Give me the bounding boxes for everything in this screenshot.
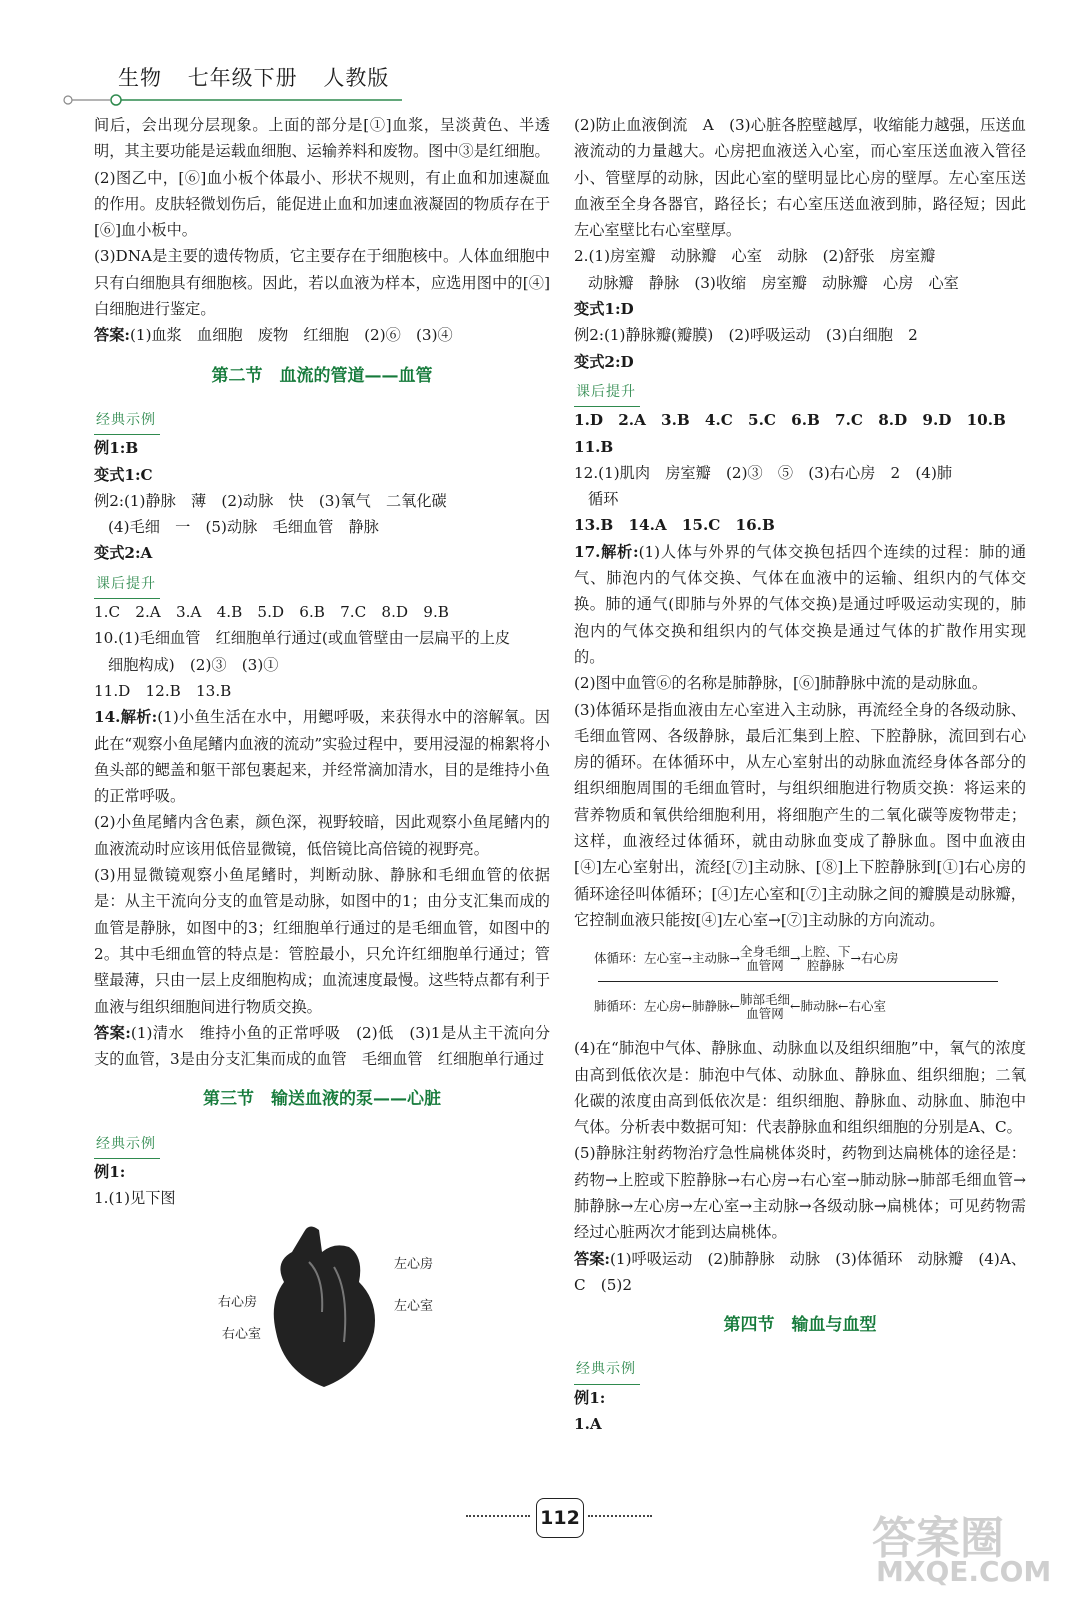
answer-line: 1.A [574, 1415, 602, 1434]
flow-node-line: 全身毛细 [740, 944, 791, 960]
header-grade: 七年级下册 [187, 66, 298, 90]
flow-node: 肺动脉 [800, 998, 839, 1014]
flow-node-line: 血管网 [746, 1006, 784, 1022]
tag-label: 课后提升 [574, 379, 640, 407]
answer-line: 例2:(1)静脉 薄 (2)动脉 快 (3)氧气 二氧化碳 [94, 491, 447, 510]
page-number: 112 [536, 1498, 584, 1538]
footer-dots [466, 1515, 530, 1517]
right-column [574, 112, 1026, 1437]
answer-text: (1)血浆 血细胞 废物 红细胞 (2)⑥ (3)④ [129, 326, 453, 345]
heart-label-la: 左心房 [394, 1256, 434, 1272]
flow-node-line: 血管网 [746, 958, 784, 974]
answer-line [94, 1020, 550, 1073]
answer-line: 循环 [588, 490, 619, 509]
flow-row-systemic: 体循环：左心室→主动脉→全身毛细 血管网 →上腔、下 腔静脉 →右心房 [594, 944, 899, 974]
answer-line: 例1:B [94, 439, 139, 458]
answer-line: 变式2:A [94, 544, 153, 563]
flow-node: 右心房 [861, 950, 899, 966]
flow-node [740, 945, 790, 973]
flow-node [740, 993, 790, 1021]
header-rule-icon [62, 94, 402, 106]
flow-node [801, 945, 851, 973]
section-title: 第二节 血流的管道——血管 [211, 365, 433, 386]
answer-line: 11.D 12.B 13.B [94, 681, 232, 700]
answer-text: (1)清水 维持小鱼的正常呼吸 (2)低 (3)1是从主干流向分支的血管，3是由分支汇集而成的血管 毛细血管 红细胞单行通过 [94, 1023, 551, 1069]
answer-line: 1.C 2.A 3.A 4.B 5.D 6.B 7.C 8.D 9.B [94, 603, 449, 622]
running-header [118, 62, 407, 92]
section-title: 第四节 输血与血型 [723, 1315, 877, 1336]
paragraph: (5)静脉注射药物治疗急性扁桃体炎时，药物到达扁桃体的途径是：药物→上腔或下腔静脉→右心房→右心室→肺动脉→肺部毛细血管→肺静脉→左心房→左心室→主动脉→各级动脉→扁桃体；可见药物需经过心脏两次才能到达扁桃体。 [574, 1144, 1026, 1242]
flow-row-pulmonary: 肺循环：左心房←肺静脉←肺部毛细 血管网 ←肺动脉←右心室 [594, 992, 887, 1022]
answer-text: (1)呼吸运动 (2)肺静脉 动脉 (3)体循环 动脉瓣 (4)A、C (5)2 [574, 1249, 1027, 1294]
answer-line: 细胞构成) (2)③ (3)① [108, 655, 279, 674]
answer-line: 12.(1)肌肉 房室瓣 (2)③ ⑤ (3)右心房 2 (4)肺 [574, 463, 953, 482]
flow-node: 主动脉 [692, 950, 730, 966]
paragraph: (3)用显微镜观察小鱼尾鳍时，判断动脉、静脉和毛细血管的依据是：从主干流向分支的血管是动脉，如图中的1；由分支汇集而成的血管是静脉，如图中的3；红细胞单行通过的是毛细血管，如图中的2。其中毛细血管的特点是：管腔最小，只允许红细胞单行通过；管壁最薄，只由一层上皮细胞构成；血流速度最慢。这些特点都有利于血液与组织细胞间进行物质交换。 [94, 866, 550, 1016]
paragraph: (2)小鱼尾鳍内含色素，颜色深，视野较暗，因此观察小鱼尾鳍内的血液流动时应该用低倍显微镜，低倍镜比高倍镜的视野亮。 [94, 813, 550, 858]
flow-node-line: 上腔、下 [800, 944, 851, 960]
answer-line: 1.D 2.A 3.B 4.C 5.C 6.B 7.C 8.D 9.D 10.B [574, 411, 1006, 430]
answer-line: 2.(1)房室瓣 动脉瓣 心室 动脉 (2)舒张 房室瓣 [574, 247, 936, 266]
answer-line: 变式1:C [94, 465, 153, 484]
watermark: 答案圈 [872, 1513, 1004, 1564]
flow-node: 肺静脉 [692, 998, 730, 1014]
analysis-text: (1)小鱼生活在水中，用鳃呼吸，来获得水中的溶解氧。因此在“观察小鱼尾鳍内血液的流动”实验过程中，要用浸湿的棉絮将小鱼头部的鳃盖和躯干部包裹起来，并经常滴加清水，目的是维持小鱼的正常呼吸。 [94, 708, 550, 806]
analysis [94, 704, 550, 809]
tag-label: 课后提升 [94, 571, 160, 599]
analysis-text: (1)人体与外界的气体交换包括四个连续的过程：肺的通气、肺泡内的气体交换、气体在血液中的运输、组织内的气体交换。肺的通气(即肺与外界的气体交换)是通过呼吸运动实现的，肺泡内的气体交换和组织内的气体交换是通过气体的扩散作用实现的。 [574, 542, 1027, 666]
paragraph: (2)防止血液倒流 A (3)心脏各腔壁越厚，收缩能力越强，压送血液流动的力量越大。心房把血液送入心室，而心室压送血液入管径小、管壁厚的动脉，因此心室的壁明显比心房的壁厚。左心室压送血液至全身各器官，路径长；右心室压送血液到肺，路径短；因此左心室壁比右心室壁厚。 [574, 116, 1026, 240]
paragraph: (2)图中血管⑥的名称是肺静脉，[⑥]肺静脉中流的是动脉血。 [574, 674, 988, 693]
answer-label: 答案: [574, 1249, 610, 1268]
flow-node-line: 肺部毛细 [740, 992, 791, 1008]
flow-node: 右心室 [848, 998, 887, 1014]
heart-label-ra: 右心房 [218, 1294, 258, 1310]
answer-line: 13.B 14.A 15.C 16.B [574, 516, 775, 535]
paragraph: (4)在“肺泡中气体、静脉血、动脉血以及组织细胞”中，氧气的浓度由高到低依次是：肺泡中气体、动脉血、静脉血、组织细胞；二氧化碳的浓度由高到低依次是：组织细胞、静脉血、动脉血、肺泡中气体。分析表中数据可知：代表静脉血和组织细胞的分别是A、C。 [574, 1039, 1026, 1137]
answer-line: 动脉瓣 静脉 (3)收缩 房室瓣 动脉瓣 心房 心室 [588, 273, 959, 292]
heart-diagram [94, 1222, 550, 1402]
analysis [574, 539, 1026, 670]
analysis-label: 14.解析: [94, 708, 158, 727]
tag-label: 经典示例 [94, 1131, 160, 1159]
answer-line [574, 1246, 1026, 1299]
answer-line: 例2:(1)静脉瓣(瓣膜) (2)呼吸运动 (3)白细胞 2 [574, 326, 918, 345]
answer-line: 1.(1)见下图 [94, 1189, 176, 1208]
tag-label: 经典示例 [574, 1356, 640, 1384]
tag-label: 经典示例 [94, 407, 160, 435]
footer-dots [588, 1515, 652, 1517]
flow-divider [598, 981, 998, 982]
watermark: MXQE.COM [876, 1555, 1052, 1588]
heart-label-rv: 右心室 [222, 1326, 262, 1342]
analysis-label: 17.解析: [574, 542, 639, 561]
paragraph: 间后，会出现分层现象。上面的部分是[①]血浆，呈淡黄色、半透明，其主要功能是运载血细胞、运输养料和废物。图中③是红细胞。 [94, 116, 550, 161]
header-subject: 生物 [118, 66, 162, 90]
answer-line [94, 322, 550, 348]
answer-line: 变式2:D [574, 352, 634, 371]
heart-icon [264, 1222, 384, 1392]
answer-line: 10.(1)毛细血管 红细胞单行通过(或血管壁由一层扁平的上皮 [94, 629, 511, 648]
answer-line: 变式1:D [574, 300, 634, 319]
heart-label-lv: 左心室 [394, 1298, 434, 1314]
answer-label: 答案: [94, 1023, 131, 1042]
answer-line: 例1: [574, 1388, 606, 1407]
circulation-diagram [574, 939, 1026, 1029]
answer-line: 例1: [94, 1162, 126, 1181]
header-edition: 人教版 [323, 66, 390, 90]
answer-line: 11.B [574, 437, 614, 456]
flow-node-line: 腔静脉 [806, 958, 845, 974]
left-column [94, 112, 550, 1402]
section-title: 第三节 输送血液的泵——心脏 [203, 1089, 441, 1110]
answer-line: (4)毛细 一 (5)动脉 毛细血管 静脉 [108, 518, 379, 537]
paragraph: (3)体循环是指血液由左心室进入主动脉，再流经全身的各级动脉、毛细血管网、各级静脉，最后汇集到上腔、下腔静脉，流回到右心房的循环。在体循环中，从左心室射出的动脉血流经身体各部分的组织细胞周围的毛细血管时，与组织细胞进行物质交换：将运来的营养物质和氧供给细胞利用，将细胞产生的二氧化碳等废物带走；这样，血液经过体循环，就由动脉血变成了静脉血。图中血液由[④]左心室射出，流经[⑦]主动脉、[⑧]上下腔静脉到[①]右心房的循环途径叫体循环；[④]左心室和[⑦]主动脉之间的瓣膜是动脉瓣，它控制血液只能按[④]左心室→[⑦]主动脉的方向流动。 [574, 700, 1026, 929]
flow-node: 体循环：左心室 [594, 950, 682, 966]
answer-label: 答案: [94, 326, 130, 345]
paragraph: (3)DNA是主要的遗传物质，它主要存在于细胞核中。人体血细胞中只有白细胞具有细胞核。因此，若以血液为样本，应选用图中的[④]白细胞进行鉴定。 [94, 247, 550, 319]
paragraph: (2)图乙中，[⑥]血小板个体最小、形状不规则，有止血和加速凝血的作用。皮肤轻微划伤后，能促进止血和加速血液凝固的物质存在于[⑥]血小板中。 [94, 168, 550, 240]
flow-node: 肺循环：左心房 [594, 998, 682, 1014]
